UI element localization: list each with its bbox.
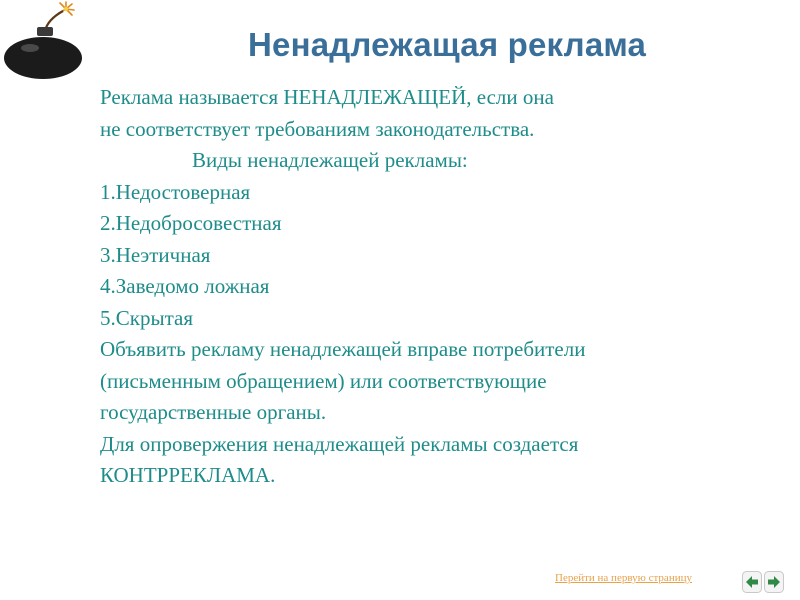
paragraph-line: КОНТРРЕКЛАМА.: [100, 463, 276, 487]
intro-line-2: не соответствует требованиям законодательства.: [100, 116, 535, 141]
body-text: [100, 82, 780, 492]
list-item: 3.Неэтичная: [100, 242, 211, 267]
types-heading: Виды ненадлежащей рекламы:: [192, 148, 468, 172]
paragraph-line: государственные органы.: [100, 400, 327, 424]
bomb-icon: [2, 0, 86, 82]
back-arrow-icon[interactable]: [742, 571, 762, 593]
paragraph-line: Объявить рекламу ненадлежащей вправе потребители: [100, 337, 586, 361]
list-item: 1.Недостоверная: [100, 179, 251, 204]
list-item: 4.Заведомо ложная: [100, 274, 270, 298]
forward-arrow-icon[interactable]: [764, 571, 784, 593]
list-item: 2.Недобросовестная: [100, 211, 282, 235]
page-title: Ненадлежащая реклама: [248, 26, 647, 63]
intro-line-1: Реклама называется НЕНАДЛЕЖАЩЕЙ, если она: [100, 85, 554, 109]
first-page-link[interactable]: Перейти на первую страницу: [555, 572, 692, 584]
list-item: 5.Скрытая: [100, 305, 193, 330]
paragraph-line: Для опровержения ненадлежащей рекламы создается: [100, 431, 579, 456]
paragraph-line: (письменным обращением) или соответствующие: [100, 368, 547, 393]
